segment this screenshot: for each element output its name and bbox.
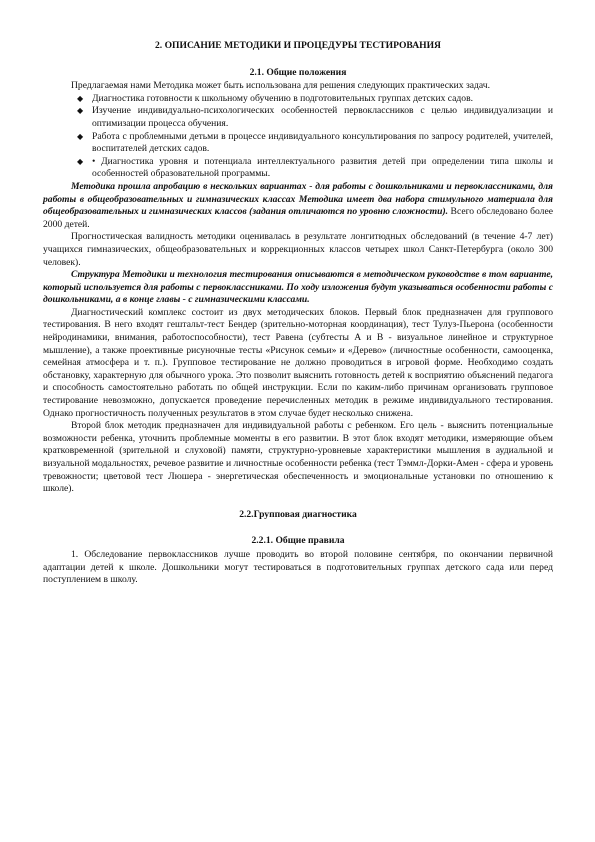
paragraph: 1. Обследование первоклассников лучше проводить во второй половине сентября, по окончании первичной адаптации детей к школе. Дошкольники могут тестироваться в подготовительных группах детского сада или перед поступлением в школу. [43,548,553,586]
paragraph: Методика прошла апробацию в нескольких вариантах - для работы с дошкольниками и первоклассниками, для работы в общеобразовательных и гимназических классах Методика имеет два набора стимульного материала для общеобразовательных и гимназических классов (задания отличаются по уровню сложности). Всего обследовано более 2000 детей. [43,180,553,230]
bullet-icon: ◆ [77,93,84,103]
bullet-icon: ◆ [77,156,84,166]
subsection-title: 2.2.Групповая диагностика [239,508,357,520]
intro-paragraph: Предлагаемая нами Методика может быть использована для решения следующих практических задач. [71,80,491,92]
list-item: ◆ Диагностика готовности к школьному обучению в подготовительных группах детских садов. [77,92,474,104]
paragraph: Прогностическая валидность методики оценивалась в результате лонгитюдных обследований (в течение 4-7 лет) учащихся гимназических, общеобразовательных и коррекционных классов четырех школ Санкт-Петербурга (около 300 человек). [43,231,553,268]
paragraph: Диагностический комплекс состоит из двух методических блоков. Первый блок предназначен для группового тестирования. В него входят гештальт-тест Бендер (зрительно-моторная координация), тест Тулуз-Пьерона (особенности нейродинамики, внимания, работоспособности), тест Равена (субтесты А и В - визуальное линейное и структурное мышление), а также проективные рисуночные тесты «Рисунок семьи» и «Дерево» (личностные особенности, самооценка, семейная атмосфера и т. п.). Групповое тестирование не должно проводиться в игровой форме. Необходимо создать обстановку, характерную для обычного урока. Это позволит выяснить готовность детей к восприятию объяснений педагога и способность самостоятельно работать по общей инструкции. Если по каким-либо причинам организовать групповое тестирование невозможно, допускается проведение перечисленных методик в режиме индивидуального тестирования. Однако прогностичность полученных результатов в этом случае будет несколько снижена. [43,306,553,419]
list-item: ◆ Изучение индивидуально-психологических особенностей первоклассников с целью индивидуализации и оптимизации процесса обучения. [77,105,553,129]
paragraph: Второй блок методик предназначен для индивидуальной работы с ребенком. Его цель - выяснить потенциальные возможности ребенка, уточнить проблемные моменты в его развитии. В этот блок входят методики, измеряющие объем кратковременной (зрительной и слуховой) памяти, структурно-уровневые характеристики мышления в аудиальной и визуальной модальностях, речевое развитие и личностные особенности ребенка (тест Тэммл-Дорки-Амен - сфера и уровень тревожности; цветовой тест Люшера - энергетическая обеспеченность и эмоциональные установки по отношению к школе). [43,420,553,495]
list-item: ◆ • Диагностика уровня и потенциала интеллектуального развития детей при определении типа школы и особенностей образовательной программы. [77,155,553,180]
bullet-icon: ◆ [77,131,84,141]
list-item: ◆ Работа с проблемными детьми в процессе индивидуального консультирования по запросу родителей, учителей, воспитателей детских садов. [77,130,553,155]
emphasis-paragraph: Структура Методики и технология тестирования описываются в методическом руководстве в том варианте, который используется для работы с первоклассниками. По ходу изложения будут указываться особенности работы с дошкольниками, а в конце главы - с гимназическими классами. [43,269,553,306]
emphasis-text: Методика прошла апробацию в нескольких вариантах - для работы с дошкольниками и первоклассниками, для работы в общеобразовательных и гимназических классах Методика имеет два набора стимульного материала для общеобразовательных и гимназических классов (задания отличаются по уровню сложности). [43,180,553,218]
tasks-list [43,93,553,181]
subsection-title: 2.2.1. Общие правила [251,535,345,547]
subsection-title: 2.1. Общие положения [249,66,347,78]
section-title: 2. ОПИСАНИЕ МЕТОДИКИ И ПРОЦЕДУРЫ ТЕСТИРОВАНИЯ [155,40,441,51]
bullet-icon: ◆ [77,106,84,116]
